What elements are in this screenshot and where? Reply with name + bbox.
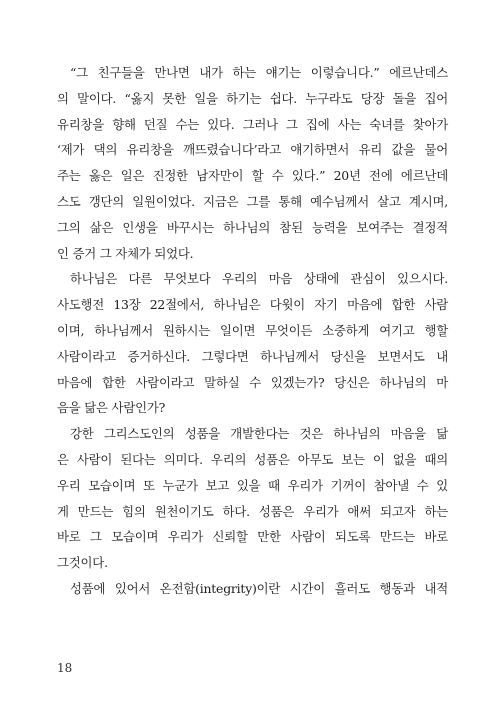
text-line: 그것이다. [57,555,108,571]
page-body [57,60,448,602]
text-line: 음을 닮은 사람인가? [57,400,166,416]
text-line: “그 친구들을 만나면 내가 하는 얘기는 이렇습니다.” 에르난데스 [70,65,448,80]
text-line: 우리 모습이며 또 누군가 보고 있을 때 우리가 기꺼이 참아낼 수 있 [57,477,448,493]
paragraph [57,576,448,602]
text-line: 사도행전 13장 22절에서, 하나님은 다윗이 자기 마음에 합한 사람 [57,297,448,313]
text-line: 하나님은 다른 무엇보다 우리의 마음 상태에 관심이 있으시다. [70,271,448,287]
text-line: 강한 그리스도인의 성품을 개발한다는 것은 하나님의 마음을 닮 [70,426,448,442]
text-line: 이며, 하나님께서 원하시는 일이면 무엇이든 소중하게 여기고 행할 [57,322,448,338]
page-number: 18 [57,661,73,675]
text-line: 마음에 합한 사람이라고 말하실 수 있겠는가? 당신은 하나님의 마 [57,374,448,390]
paragraph [57,266,448,421]
text-line: 의 말이다. “옳지 못한 일을 하기는 쉽다. 누구라도 당장 돌을 집어 [57,90,448,106]
text-line: 스도 갱단의 일원이었다. 지금은 그를 통해 예수님께서 살고 계시며, [57,193,448,209]
text-line: 주는 옳은 일은 진정한 남자만이 할 수 있다.” 20년 전에 에르난데 [57,168,448,184]
text-line: 인 증거 그 자체가 되었다. [57,245,194,261]
text-line: 성품에 있어서 온전함(integrity)이란 시간이 흘러도 행동과 내적 [70,580,448,596]
text-line: 은 사람이 된다는 의미다. 우리의 성품은 아무도 보는 이 없을 때의 [57,451,448,467]
text-line: 그의 삶은 인생을 바꾸시는 하나님의 참된 능력을 보여주는 결정적 [57,219,448,235]
text-line: 바로 그 모습이며 우리가 신뢰할 만한 사람이 되도록 만드는 바로 [57,529,448,545]
paragraph [57,60,448,266]
text-line: 게 만드는 힘의 원천이기도 하다. 성품은 우리가 애써 되고자 하는 [57,503,448,519]
text-line: ‘제가 댁의 유리창을 깨뜨렸습니다’라고 얘기하면서 유리 값을 물어 [57,142,448,158]
paragraph [57,421,448,576]
text-line: 사람이라고 증거하신다. 그렇다면 하나님께서 당신을 보면서도 내 [57,348,448,364]
text-line: 유리창을 향해 던질 수는 있다. 그러나 그 집에 사는 숙녀를 찾아가 [57,116,448,132]
